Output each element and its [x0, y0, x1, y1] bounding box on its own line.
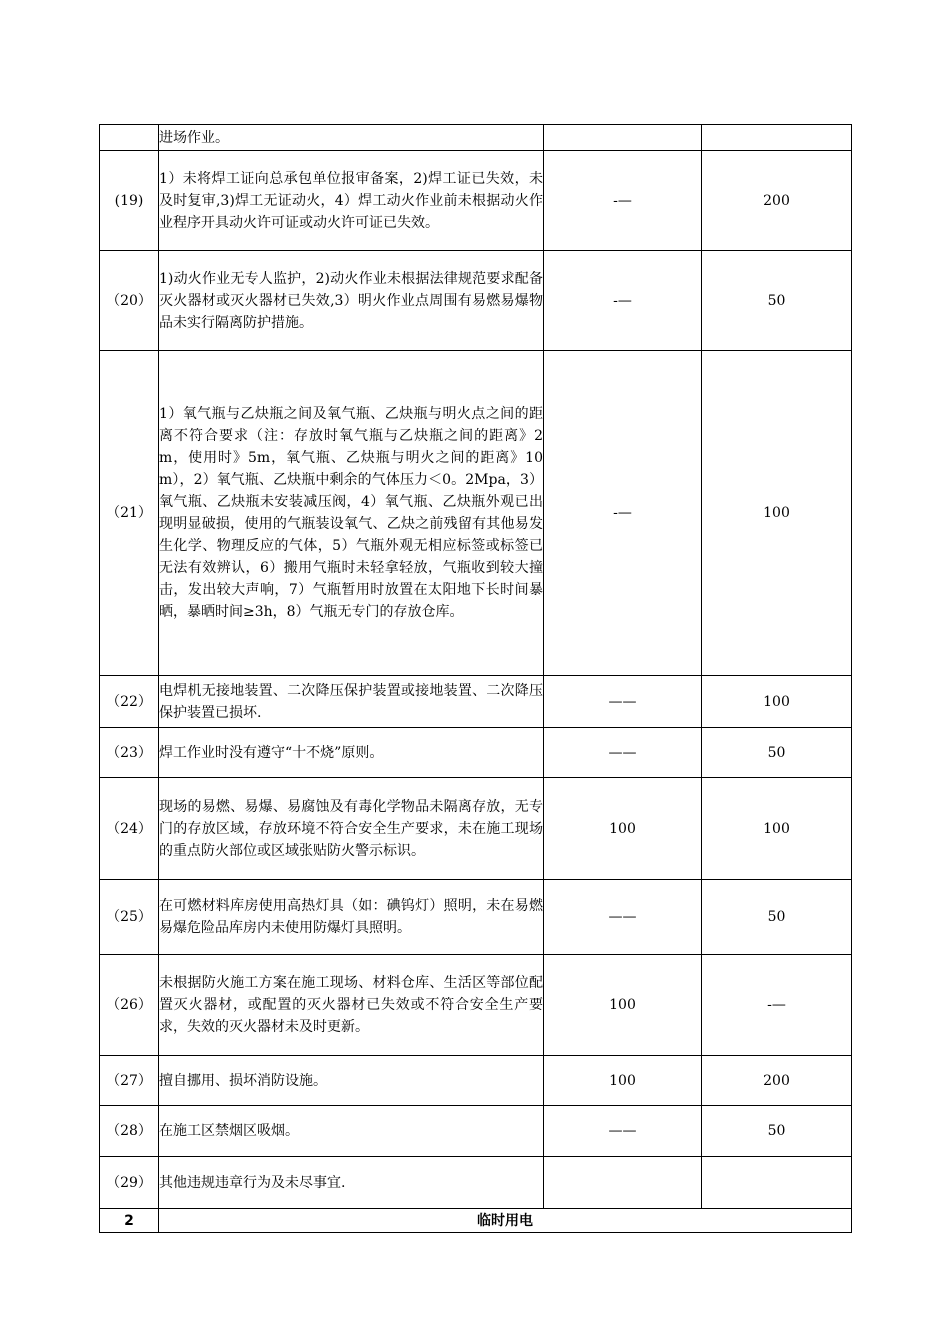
row-value-a: 100 — [544, 778, 702, 880]
row-description: 1）未将焊工证向总承包单位报审备案，2)焊工证已失效，未及时复审,3)焊工无证动火，4）焊工动火作业前未根据动火作业程序开具动火许可证或动火许可证已失效。 — [159, 151, 544, 251]
row-value-a: —— — [544, 676, 702, 728]
row-value-a: —— — [544, 1106, 702, 1157]
row-value-b: 50 — [702, 251, 852, 351]
row-description: 焊工作业时没有遵守“十不烧”原则。 — [159, 728, 544, 778]
row-value-b: 100 — [702, 351, 852, 676]
row-value-b: 200 — [702, 151, 852, 251]
row-value-b: -— — [702, 955, 852, 1056]
row-description: 未根据防火施工方案在施工现场、材料仓库、生活区等部位配置灭火器材，或配置的灭火器材已失效或不符合安全生产要求，失效的灭火器材未及时更新。 — [159, 955, 544, 1056]
table-row — [100, 1056, 852, 1106]
row-number — [100, 125, 159, 151]
table-row — [100, 676, 852, 728]
table-row — [100, 1106, 852, 1157]
section-number: 2 — [100, 1209, 159, 1233]
row-number: （25） — [100, 880, 159, 955]
row-number: （26） — [100, 955, 159, 1056]
table-row — [100, 880, 852, 955]
row-value-b: 100 — [702, 676, 852, 728]
row-value-a: -— — [544, 351, 702, 676]
row-description: 1)动火作业无专人监护，2)动火作业未根据法律规范要求配备灭火器材或灭火器材已失效,3）明火作业点周围有易燃易爆物品未实行隔离防护措施。 — [159, 251, 544, 351]
row-value-a: -— — [544, 151, 702, 251]
table-row — [100, 728, 852, 778]
table-row — [100, 778, 852, 880]
row-number: （24） — [100, 778, 159, 880]
row-value-a — [544, 125, 702, 151]
table-row — [100, 125, 852, 151]
row-value-b: 50 — [702, 728, 852, 778]
row-value-b: 50 — [702, 880, 852, 955]
row-number: （23） — [100, 728, 159, 778]
row-description: 在施工区禁烟区吸烟。 — [159, 1106, 544, 1157]
table-row — [100, 251, 852, 351]
row-value-a: 100 — [544, 955, 702, 1056]
row-description: 擅自挪用、损坏消防设施。 — [159, 1056, 544, 1106]
row-description: 其他违规违章行为及未尽事宜. — [159, 1157, 544, 1209]
row-value-b: 200 — [702, 1056, 852, 1106]
table-row — [100, 351, 852, 676]
row-value-a — [544, 1157, 702, 1209]
row-description: 在可燃材料库房使用高热灯具（如：碘钨灯）照明，未在易燃易爆危险品库房内未使用防爆灯具照明。 — [159, 880, 544, 955]
row-number: （28） — [100, 1106, 159, 1157]
row-value-b: 100 — [702, 778, 852, 880]
row-value-a: —— — [544, 880, 702, 955]
row-value-b: 50 — [702, 1106, 852, 1157]
row-number: (19) — [100, 151, 159, 251]
row-value-a: 100 — [544, 1056, 702, 1106]
section-title: 临时用电 — [159, 1209, 852, 1233]
row-number: （21） — [100, 351, 159, 676]
row-value-b — [702, 1157, 852, 1209]
row-description: 现场的易燃、易爆、易腐蚀及有毒化学物品未隔离存放，无专门的存放区域，存放环境不符合安全生产要求，未在施工现场的重点防火部位或区域张贴防火警示标识。 — [159, 778, 544, 880]
violation-table — [99, 124, 852, 1233]
row-value-a: -— — [544, 251, 702, 351]
row-description: 电焊机无接地装置、二次降压保护装置或接地装置、二次降压保护装置已损坏. — [159, 676, 544, 728]
row-description: 1）氧气瓶与乙炔瓶之间及氧气瓶、乙炔瓶与明火点之间的距离不符合要求（注：存放时氧气瓶与乙炔瓶之间的距离》2m，使用时》5m，氧气瓶、乙炔瓶与明火之间的距离》10m），2）氧气瓶、乙炔瓶中剩余的气体压力＜0。2Mpa，3）氧气瓶、乙炔瓶未安装减压阀，4）氧气瓶、乙炔瓶外观已出现明显破损，使用的气瓶装设氧气、乙炔之前残留有其他易发生化学、物理反应的气体，5）气瓶外观无相应标签或标签已无法有效辨认，6）搬用气瓶时未轻拿轻放，气瓶收到较大撞击，发出较大声响，7）气瓶暂用时放置在太阳地下长时间暴晒，暴晒时间≥3h，8）气瓶无专门的存放仓库。 — [159, 351, 544, 676]
table-row — [100, 151, 852, 251]
row-number: （22） — [100, 676, 159, 728]
section-header-row — [100, 1209, 852, 1233]
row-number: （29） — [100, 1157, 159, 1209]
row-number: （20） — [100, 251, 159, 351]
table-row — [100, 955, 852, 1056]
row-description: 进场作业。 — [159, 125, 544, 151]
row-value-b — [702, 125, 852, 151]
table-row — [100, 1157, 852, 1209]
row-number: （27） — [100, 1056, 159, 1106]
row-value-a: —— — [544, 728, 702, 778]
